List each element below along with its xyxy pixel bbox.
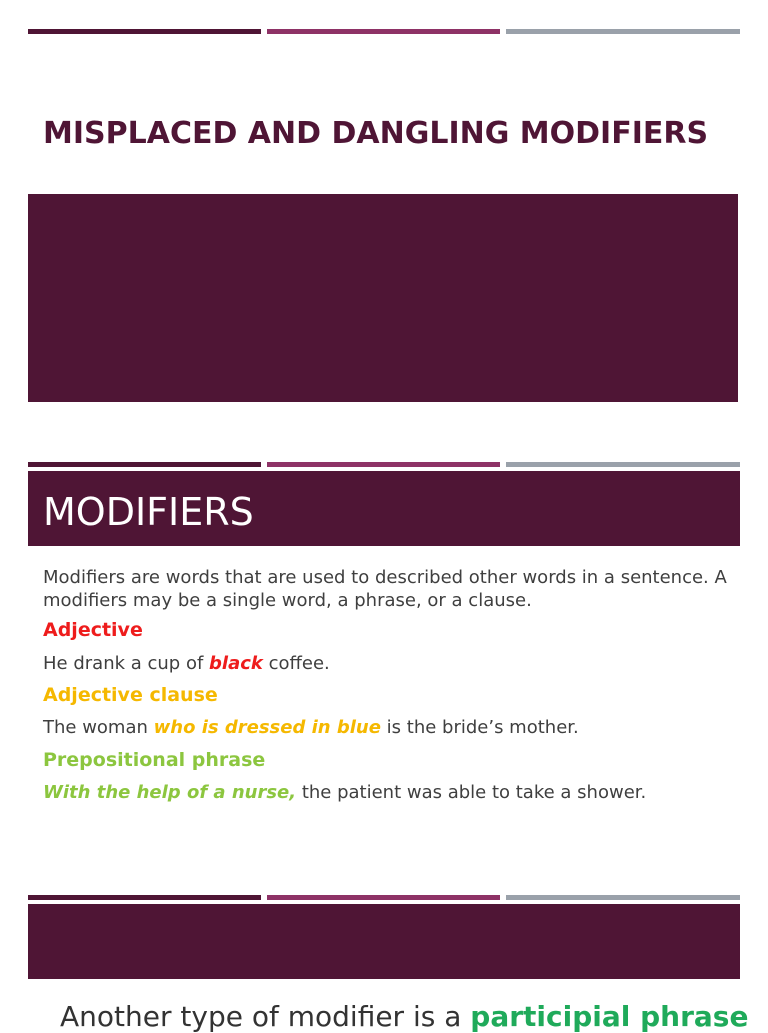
slide2-stripe-dark	[28, 462, 261, 467]
adjective-example-word: black	[209, 653, 263, 674]
adjective-clause-example	[43, 716, 579, 739]
slide2-stripe-mid	[267, 462, 500, 467]
prepositional-phrase-example	[43, 781, 646, 804]
slide1-subtitle-band	[28, 194, 738, 402]
clause-example-post: is the bride’s mother.	[380, 717, 579, 738]
adjective-example	[43, 652, 330, 675]
clause-example-pre: The woman	[43, 717, 154, 738]
slide2-stripe-grey	[506, 462, 740, 467]
slide2-heading: MODIFIERS	[43, 490, 254, 534]
slide3-stripe-dark	[28, 895, 261, 900]
adjective-example-pre: He drank a cup of	[43, 653, 210, 674]
slide1-title: MISPLACED AND DANGLING MODIFIERS	[43, 116, 709, 151]
top-stripe-mid	[267, 29, 500, 34]
prep-example-post: the patient was able to take a shower.	[296, 782, 647, 803]
intro-line-2: modifiers may be a single word, a phrase, or a clause.	[43, 590, 532, 611]
top-stripe-dark	[28, 29, 261, 34]
adjective-label: Adjective	[43, 619, 143, 641]
adjective-clause-label: Adjective clause	[43, 684, 218, 706]
prep-example-phrase: With the help of a nurse,	[43, 782, 297, 803]
slide3-text	[60, 1000, 748, 1033]
clause-example-phrase: who is dressed in blue	[153, 717, 381, 738]
slide3-text-pre: Another type of modifier is a	[60, 1000, 471, 1033]
slide3-stripe-mid	[267, 895, 500, 900]
prepositional-phrase-label: Prepositional phrase	[43, 749, 266, 771]
top-stripe-grey	[506, 29, 740, 34]
slide3-stripe-grey	[506, 895, 740, 900]
slide3-text-highlight: participial phrase	[470, 1000, 749, 1033]
intro-line-1: Modifiers are words that are used to described other words in a sentence. A	[43, 567, 727, 588]
adjective-example-post: coffee.	[262, 653, 330, 674]
slide3-header-band	[28, 904, 740, 979]
